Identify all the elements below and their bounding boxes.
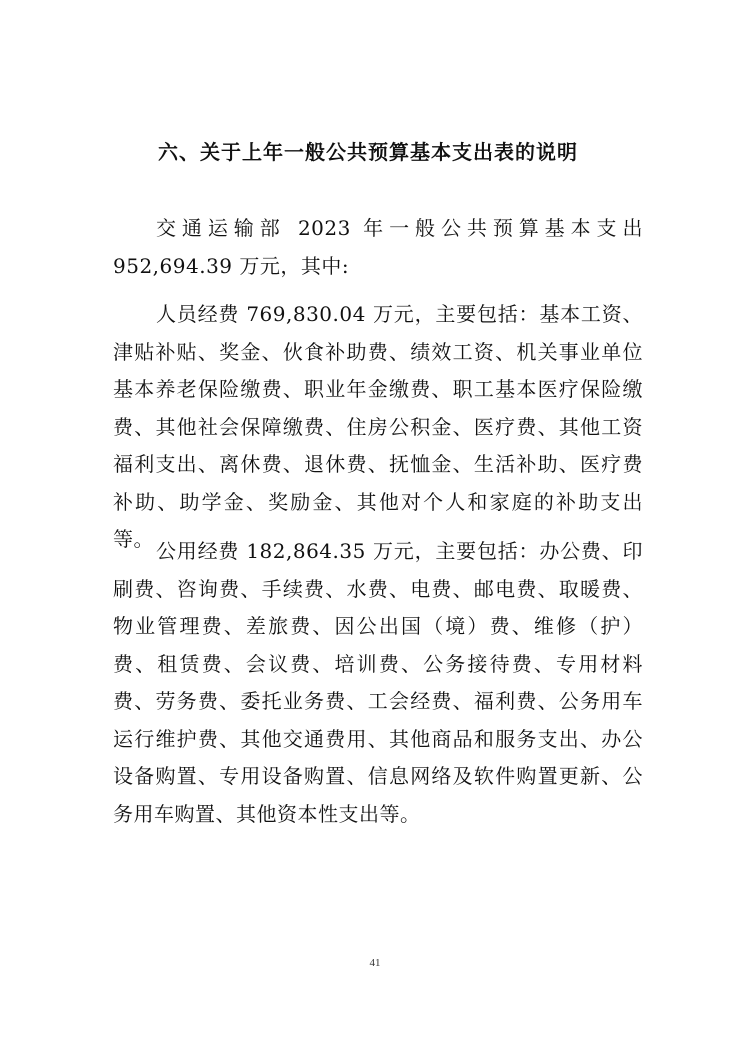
section-heading: 六、关于上年一般公共预算基本支出表的说明 — [158, 140, 578, 164]
paragraph-personnel-expenses: 人员经费 769,830.04 万元，主要包括：基本工资、津贴补贴、奖金、伙食补助费、绩效工资、机关事业单位基本养老保险缴费、职业年金缴费、职工基本医疗保险缴费、其他社会保障缴费、住房公积金、医疗费、其他工资福利支出、离休费、退休费、抚恤金、生活补助、医疗费补助、助学金、奖励金、其他对个人和家庭的补助支出等。 — [113, 302, 643, 551]
page-number: 41 — [369, 957, 381, 969]
paragraph-public-expenses: 公用经费 182,864.35 万元，主要包括：办公费、印刷费、咨询费、手续费、水费、电费、邮电费、取暖费、物业管理费、差旅费、因公出国（境）费、维修（护）费、租赁费、会议费、培训费、公务接待费、专用材料费、劳务费、委托业务费、工会经费、福利费、公务用车运行维护费、其他交通费用、其他商品和服务支出、办公设备购置、专用设备购置、信息网络及软件购置更新、公务用车购置、其他资本性支出等。 — [113, 539, 643, 826]
paragraph-total-expenditure: 交通运输部 2023 年一般公共预算基本支出 952,694.39 万元，其中: — [113, 216, 643, 278]
